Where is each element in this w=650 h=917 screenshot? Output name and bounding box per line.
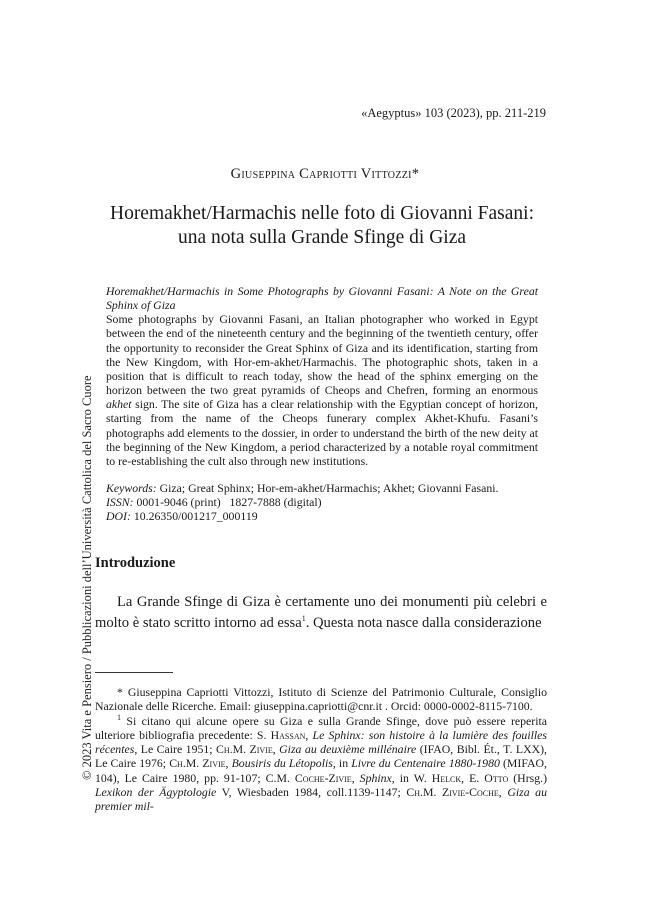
copyright-sidebar: © 2023 Vita e Pensiero / Pubblicazioni dell’Università Cattolica del Sacro Cuore (80, 375, 94, 780)
keywords-label: Keywords: (106, 481, 157, 495)
fn1-title-premier: Giza au premier mil- (95, 784, 547, 813)
fn1-title-bousiris: Bousiris du Létopolis (231, 756, 333, 771)
abstract-text (106, 312, 538, 468)
fn1-text: , (225, 756, 232, 771)
footnote-ref-1: 1 (301, 613, 306, 623)
fn1-text: , (305, 727, 313, 742)
footnote-rule (95, 672, 173, 673)
fn1-editor-helck: Helck (431, 770, 462, 785)
abstract-body: Some photographs by Giovanni Fasani, an Italian photographer who worked in Egypt between the end of the nineteenth century and the beginning of the twentieth century, offer the opportunity to reconsider the Great Sphinx of Giza and its identification, starting from the New Kingdom, with Hor-em-akhet/Harmachis. The photographic shots, taken in a position that is difficult to reach today, show the head of the sphinx emerging on the horizon between the two great pyramids of Cheops and Chefren, forming an enormous (106, 312, 538, 398)
doi-value: 10.26350/001217_000119 (130, 509, 258, 524)
footnotes (95, 685, 547, 813)
title-line-2: una nota sulla Grande Sfinge di Giza (177, 227, 467, 248)
keywords-block (106, 481, 538, 524)
introduction-body (95, 592, 547, 633)
fn1-text: , E. (461, 770, 485, 785)
doi-label: DOI: (106, 509, 131, 524)
fn1-text: , in W. (391, 770, 432, 785)
abstract-english-title: Horemakhet/Harmachis in Some Photographs by Giovanni Fasani: A Note on the Great Sphinx of Giza (106, 284, 538, 313)
fn1-author-zivie: Ch.M. Zivie (169, 756, 226, 771)
abstract-body-end: sign. The site of Giza has a clear relationship with the Egyptian concept of horizon, starting from the name of the Cheops funerary complex Akhet-Khufu. Fasani’s photographs add elements to the dossier, in order to understand the birth of the new deity at the beginning of the New Kingdom, a period characterized by a notable royal commitment to re-establishing the cult also through new institutions. (106, 397, 538, 468)
doi-line (106, 509, 538, 523)
keywords-value: Giza; Great Sphinx; Hor-em-akhet/Harmachis; Akhet; Giovanni Fasani. (156, 481, 499, 495)
section-heading-introduzione: Introduzione (95, 555, 176, 571)
fn1-title-lexikon: Lexikon der Ägyptologie (95, 784, 217, 799)
fn1-author-zivie: Ch.M. Zivie (216, 742, 273, 756)
fn1-text: , (498, 784, 508, 799)
fn1-text: V, Wiesbaden 1984, coll.1139-1147; (216, 784, 407, 799)
abstract (106, 284, 538, 468)
fn1-title-sphinx-entry: Sphinx (359, 770, 392, 785)
abstract-akhet: akhet (106, 397, 132, 412)
keywords-line (106, 481, 538, 495)
fn1-text: (Hrsg.) (508, 770, 547, 785)
introduction-paragraph (95, 592, 547, 633)
fn1-text: Si citano qui alcune opere su Giza e sulla Grande Sfinge, dove può essere reperita ulteriore bibliografia precedente: S. (95, 713, 547, 742)
author-footnote-marker: * (411, 166, 420, 182)
fn1-text: , (272, 742, 280, 756)
fn1-author-zivie-coche: Ch.M. Zivie-Coche (406, 784, 499, 799)
fn1-title-centenaire: Livre du Centenaire 1880-1980 (351, 756, 500, 771)
author-name: Giuseppina Capriotti Vittozzi (230, 166, 412, 182)
footnote-1 (95, 714, 547, 814)
author-line (0, 166, 650, 183)
issn-value: 0001-9046 (print) 1827-7888 (digital) (133, 495, 322, 510)
fn1-author-hassan: Hassan (270, 727, 306, 742)
intro-text-start: La Grande Sfinge di Giza è certamente uno dei monumenti più celebri e molto è stato scritto intorno ad essa (95, 594, 547, 631)
footnote-1-number: 1 (117, 712, 121, 722)
fn1-title-sphinx: Le Sphinx: son histoire à la lumière des fouilles récentes (95, 727, 547, 756)
fn1-text: (MIFAO, 104), Le Caire 1980, pp. 91-107; C.M. (95, 756, 547, 785)
fn1-title-giza: Giza au deuxième millénaire (279, 742, 417, 756)
issn-label: ISSN: (106, 495, 134, 510)
journal-reference: «Aegyptus» 103 (2023), pp. 211-219 (361, 106, 546, 120)
title-line-1: Horemakhet/Harmachis nelle foto di Giovanni Fasani: (109, 203, 534, 224)
fn1-text: , Le Caire 1951; (134, 742, 217, 756)
intro-text-end: . Questa nota nasce dalla considerazione (305, 614, 542, 631)
issn-line (106, 495, 538, 509)
fn1-editor-otto: Otto (484, 770, 509, 785)
fn1-text: , in (332, 756, 352, 771)
fn1-text: , (351, 770, 360, 785)
fn1-text: (IFAO, Bibl. Ét., T. LXX), Le Caire 1976; (95, 742, 547, 771)
fn1-author-coche: Coche-Zivie (294, 770, 352, 785)
footnote-author: * Giuseppina Capriotti Vittozzi, Istituto di Scienze del Patrimonio Culturale, Consiglio Nazionale delle Ricerche. Email: giuseppina.capriotti@cnr.it . Orcid: 0000-0002-8115-7100. (95, 685, 547, 714)
article-title (95, 202, 549, 250)
